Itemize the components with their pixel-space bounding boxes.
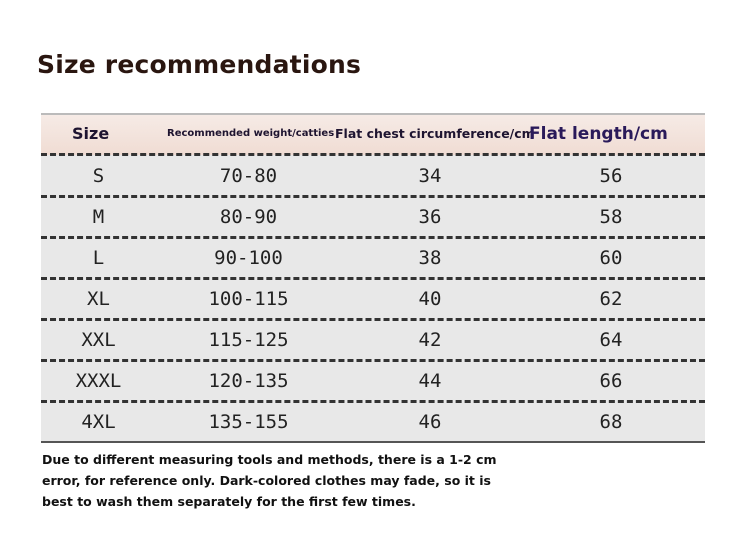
table-row bbox=[41, 197, 705, 238]
cell-chest: 38 bbox=[418, 247, 442, 269]
cell-chest: 36 bbox=[418, 206, 442, 228]
cell-length: 56 bbox=[599, 165, 623, 187]
header-chest: Flat chest circumference/cm bbox=[335, 126, 535, 141]
cell-length: 62 bbox=[599, 288, 623, 310]
cell-size: XXXL bbox=[75, 370, 122, 392]
table-header bbox=[41, 113, 705, 155]
page-title: Size recommendations bbox=[37, 50, 362, 79]
table-row bbox=[41, 156, 705, 197]
cell-size: S bbox=[92, 165, 105, 187]
table-row bbox=[41, 361, 705, 402]
cell-weight: 115-125 bbox=[208, 329, 289, 351]
cell-length: 58 bbox=[599, 206, 623, 228]
header-length: Flat length/cm bbox=[529, 124, 668, 144]
cell-chest: 46 bbox=[418, 411, 442, 433]
cell-length: 66 bbox=[599, 370, 623, 392]
cell-length: 60 bbox=[599, 247, 623, 269]
cell-size: 4XL bbox=[81, 411, 116, 433]
cell-weight: 120-135 bbox=[208, 370, 289, 392]
cell-length: 68 bbox=[599, 411, 623, 433]
cell-weight: 100-115 bbox=[208, 288, 289, 310]
table-row bbox=[41, 279, 705, 320]
header-weight: Recommended weight/catties bbox=[167, 128, 335, 139]
table-row bbox=[41, 402, 705, 443]
cell-size: L bbox=[92, 247, 105, 269]
cell-weight: 90-100 bbox=[214, 247, 283, 269]
cell-size: M bbox=[92, 206, 105, 228]
cell-length: 64 bbox=[599, 329, 623, 351]
cell-weight: 80-90 bbox=[219, 206, 278, 228]
cell-chest: 42 bbox=[418, 329, 442, 351]
table-row bbox=[41, 320, 705, 361]
cell-chest: 34 bbox=[418, 165, 442, 187]
cell-chest: 40 bbox=[418, 288, 442, 310]
header-size: Size bbox=[72, 124, 110, 143]
cell-chest: 44 bbox=[418, 370, 442, 392]
cell-size: XL bbox=[87, 288, 110, 310]
size-table bbox=[41, 113, 705, 443]
cell-weight: 135-155 bbox=[208, 411, 289, 433]
disclaimer-note: Due to different measuring tools and methods, there is a 1-2 cm error, for reference only. Dark-colored clothes may fade, so it is best to wash them separately for the first few times. bbox=[42, 452, 497, 509]
cell-weight: 70-80 bbox=[219, 165, 278, 187]
cell-size: XXL bbox=[81, 329, 116, 351]
table-row bbox=[41, 238, 705, 279]
